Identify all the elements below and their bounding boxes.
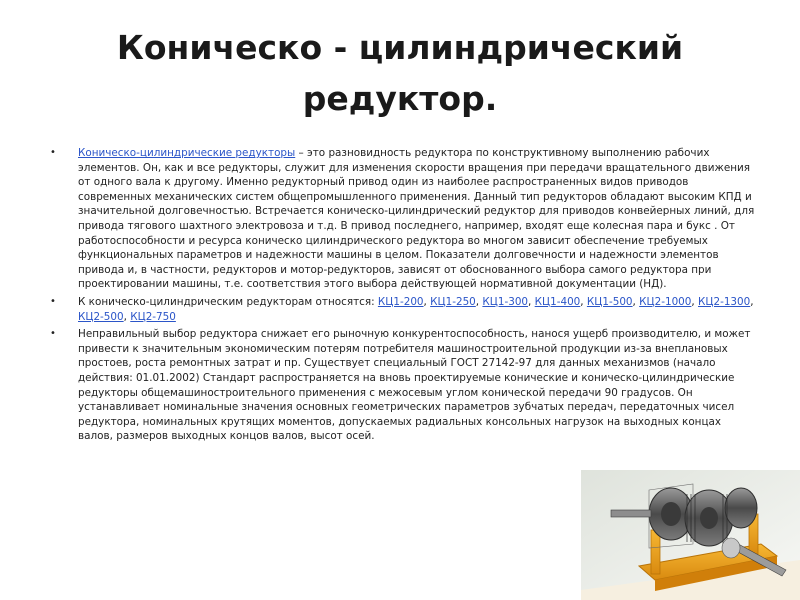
gearbox-photo (581, 470, 800, 600)
bullet-text: Неправильный выбор редуктора снижает его рыночную конкурентоспособность, нанося ущерб производителю, и может привести к значительным экономическим потерям потребителя машиностроительной продукции из-за внеплановых простоев, роста ремонтных затрат и пр. Существует специальный ГОСТ 27142-97 для данных механизмов (начало действия: 01.01.2002) Стандарт распространяется на вновь проектируемые конические и коническо-цилиндрические редукторы общемашиностроительного применения с межосевым углом конической передачи 90 градусов. Он устанавливает номинальные значения основных геометрических параметров зубчатых передач, передаточных чисел редуктора, номинальных крутящих моментов, допускаемых радиальных консольных нагрузок на выходных концах валов, размеров выходных концов валов, высот осей. (78, 328, 751, 443)
model-link-kc1-200[interactable]: КЦ1-200 (377, 295, 424, 308)
bullet-item (46, 146, 758, 292)
bullet-item: • К коническо-цилиндрическим редукторам относятся: КЦ1-200, КЦ1-250, КЦ1-300, КЦ1-400, КЦ1-500, КЦ2-1000, КЦ2-1300, КЦ2-500, КЦ2-750 (50, 295, 754, 323)
bullet-text: – это разновидность редуктора по конструктивному выполнению рабочих элементов. Он, как и все редукторы, служит для изменения скорости вращения при передачи вращательного движения от одного вала к другому. Именно редукторный привод один из наиболее распространенных видов приводов современных механических систем общепромышленного применения. Данный тип редукторов обладают высоким КПД и значительной долговечностью. Встречается коническо-цилиндрический редуктор для приводов конвейерных линий, для привода тягового шахтного электровоза и т.д. В привод последнего, например, входят еще колесная пара и букс . От работоспособности и ресурса коническо цилиндрического редуктора во многом зависит обеспечение требуемых функциональных параметров и надежности машины в целом. Показатели долговечности и надежности элементов привода и, в частности, редукторов и мотор-редукторов, зависят от обоснованного выбора самого редуктора при проектировании машины, т.е. соответствия этого выбора действующей нормативной документации (НД). (78, 147, 755, 291)
gearbox-link[interactable]: Коническо-цилиндрические редукторы (78, 147, 296, 159)
model-link-kc2-1300[interactable]: КЦ2-1300 (698, 295, 751, 308)
model-link-kc2-500[interactable]: КЦ2-500 (78, 310, 124, 323)
bullet-list (46, 146, 758, 447)
model-link-kc2-750[interactable]: КЦ2-750 (130, 310, 176, 323)
model-link-kc1-400[interactable]: КЦ1-400 (534, 295, 581, 308)
model-link-kc1-250[interactable]: КЦ1-250 (430, 295, 476, 308)
model-link-kc1-300[interactable]: КЦ1-300 (482, 295, 529, 308)
gearbox-icon (581, 470, 800, 600)
bullet-text: К коническо-цилиндрическим редукторам относятся: (78, 295, 378, 308)
slide-title: Коническо - цилиндрический редуктор. (116, 28, 684, 118)
model-link-kc1-500[interactable]: КЦ1-500 (586, 295, 633, 308)
model-link-kc2-1000[interactable]: КЦ2-1000 (639, 295, 692, 308)
bullet-dot-icon: • (50, 147, 56, 158)
bullet-item (46, 327, 758, 444)
bullet-dot-icon: • (50, 328, 56, 340)
bullet-dot-icon: • (50, 295, 56, 307)
